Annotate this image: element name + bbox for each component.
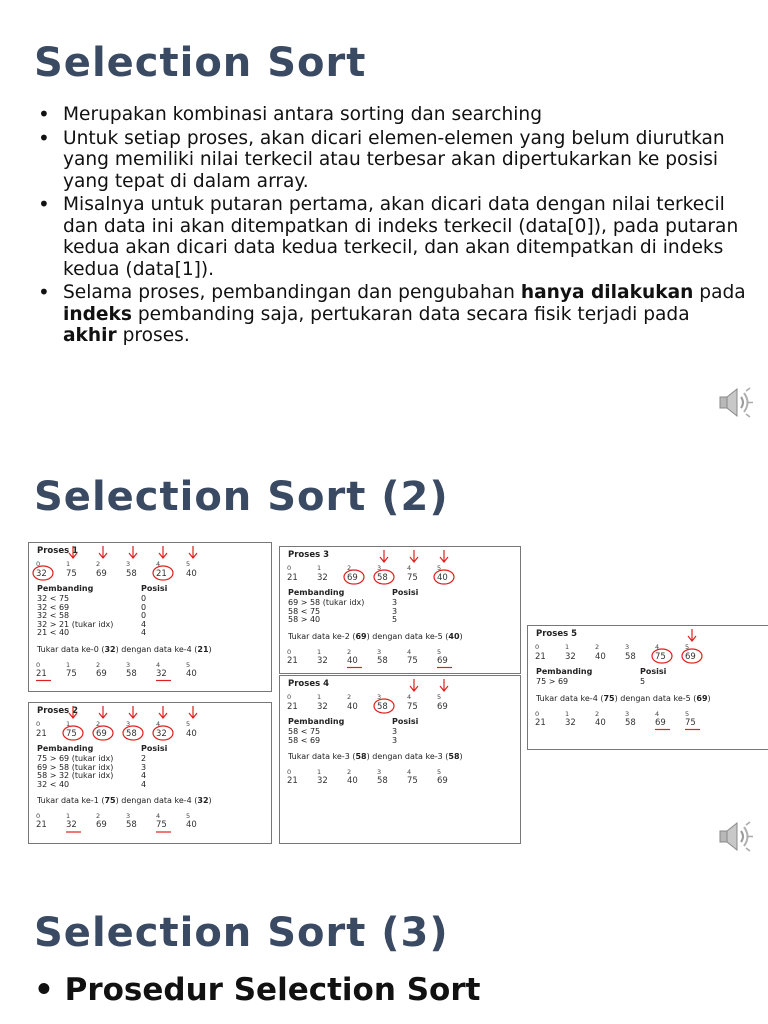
array-index: 0	[535, 709, 540, 718]
panel-title: Proses 3	[288, 550, 330, 560]
column-header: Posisi	[141, 744, 168, 753]
result-value: 32	[317, 776, 328, 786]
array-index: 0	[535, 643, 540, 651]
array-index: 1	[565, 643, 570, 651]
swap-value: 69	[355, 631, 367, 641]
array-value: 32	[565, 652, 576, 662]
array-index: 0	[287, 693, 292, 701]
result-value: 75	[407, 655, 418, 666]
swap-value: 32	[197, 796, 209, 805]
bullet-list	[36, 104, 748, 349]
array-index: 5	[186, 560, 191, 568]
result-value: 69	[437, 655, 448, 666]
array-index: 2	[96, 720, 101, 728]
array-value: 75	[407, 702, 418, 712]
arrow-mark	[410, 550, 418, 562]
result-value: 21	[535, 717, 546, 728]
comparison: 32 < 69	[37, 602, 70, 612]
swap-label: ) dengan data ke-4 (	[115, 796, 198, 805]
array-index: 0	[287, 564, 292, 572]
array-index: 4	[407, 647, 412, 656]
array-value: 58	[126, 569, 137, 579]
swap-value: 40	[448, 631, 460, 641]
result-value: 32	[66, 820, 77, 830]
result-value: 75	[156, 820, 167, 830]
result-value: 58	[126, 820, 137, 830]
array-index: 4	[407, 693, 412, 701]
result-value: 21	[287, 776, 298, 786]
bullet-text: proses.	[116, 325, 190, 346]
comparison: 58 > 40	[288, 615, 321, 624]
swap-value: 58	[355, 752, 367, 761]
speaker-icon[interactable]	[716, 817, 756, 857]
array-index: 3	[126, 560, 131, 568]
position: 3	[392, 598, 398, 607]
result-value: 40	[186, 820, 197, 830]
swap-label: ) dengan data ke-3 (	[366, 752, 449, 761]
panel-title: Proses 4	[288, 679, 330, 689]
swap-label: )	[208, 644, 212, 654]
column-header: Pembanding	[288, 717, 345, 726]
bullet-text: Selama proses, pembandingan dan pengubahan	[63, 282, 521, 303]
array-index: 3	[377, 693, 382, 701]
result-value: 40	[347, 655, 358, 666]
comparison: 69 > 58 (tukar idx)	[37, 762, 114, 772]
swap-label: ) dengan data ke-5 (	[366, 631, 449, 641]
array-index: 1	[317, 693, 322, 701]
array-index: 0	[36, 720, 41, 728]
array-index: 2	[347, 693, 352, 701]
result-value: 32	[317, 655, 328, 666]
array-value: 40	[186, 569, 197, 579]
swap-label: Tukar data ke-4 (	[536, 693, 604, 703]
array-index: 5	[437, 768, 442, 776]
result-value: 21	[36, 820, 47, 830]
comparison: 75 > 69	[536, 677, 569, 686]
array-value: 69	[347, 573, 358, 583]
swap-value: 75	[603, 693, 615, 703]
array-value: 75	[655, 652, 666, 662]
result-value: 32	[156, 668, 167, 679]
array-value: 69	[437, 702, 448, 712]
panel-title: Proses 1	[37, 546, 79, 556]
column-header: Posisi	[640, 667, 667, 676]
comparison: 32 < 58	[37, 611, 70, 620]
column-header: Pembanding	[37, 584, 94, 593]
array-index: 5	[685, 643, 690, 651]
panel-title: Proses 2	[37, 706, 79, 716]
position: 3	[392, 606, 398, 616]
array-index: 4	[655, 709, 660, 718]
arrow-mark	[189, 706, 197, 718]
column-header: Pembanding	[536, 667, 593, 676]
array-index: 3	[377, 564, 382, 572]
result-value: 21	[287, 655, 298, 666]
process-panel-3	[279, 546, 521, 674]
array-value: 75	[66, 569, 77, 579]
result-value: 75	[407, 776, 418, 786]
swap-label: Tukar data ke-3 (	[288, 752, 356, 761]
array-index: 5	[437, 693, 442, 701]
bullet-text: Untuk setiap proses, akan dicari elemen-elemen yang belum diurutkan yang memiliki nilai terkecil atau terbesar akan dipertukarkan ke posisi yang tepat di dalam array.	[63, 127, 725, 192]
array-value: 58	[377, 573, 388, 583]
speaker-icon[interactable]	[716, 383, 756, 423]
array-index: 3	[377, 647, 382, 656]
bullet-item	[36, 282, 748, 347]
result-value: 69	[96, 668, 107, 679]
array-index: 4	[156, 720, 161, 728]
arrow-mark	[159, 706, 167, 718]
result-value: 58	[377, 776, 388, 786]
position: 3	[141, 762, 147, 772]
swap-text	[37, 796, 212, 805]
array-index: 3	[625, 709, 630, 718]
array-index: 2	[96, 660, 101, 669]
bold-text: indeks	[63, 303, 132, 325]
swap-label: )	[459, 631, 463, 641]
array-index: 1	[66, 660, 71, 669]
array-value: 75	[66, 729, 77, 739]
arrow-mark	[99, 546, 107, 558]
bullet-item	[36, 194, 748, 280]
panel-title: Proses 5	[536, 629, 578, 639]
arrow-mark	[129, 546, 137, 558]
bullet-text: Prosedur Selection Sort	[64, 972, 481, 1008]
array-index: 4	[407, 564, 412, 572]
bullet-item	[36, 128, 748, 193]
array-index: 3	[377, 768, 382, 776]
array-index: 1	[565, 709, 570, 718]
array-index: 2	[347, 768, 352, 776]
array-index: 5	[437, 564, 442, 572]
result-value: 21	[36, 668, 47, 679]
array-index: 2	[595, 643, 600, 651]
swap-value: 69	[696, 693, 708, 703]
comparison: 58 < 69	[288, 735, 321, 745]
array-value: 32	[317, 702, 328, 712]
bullet-text: Merupakan kombinasi antara sorting dan searching	[63, 104, 543, 125]
result-value: 32	[565, 717, 576, 728]
array-index: 1	[317, 768, 322, 776]
comparison: 75 > 69 (tukar idx)	[37, 754, 114, 763]
slide-title: Selection Sort (3)	[34, 910, 449, 956]
comparison: 58 < 75	[288, 727, 321, 736]
array-value: 40	[595, 652, 606, 662]
swap-label: Tukar data ke-0 (	[37, 644, 105, 654]
swap-text	[288, 752, 463, 761]
comparison: 58 > 32 (tukar idx)	[37, 771, 114, 780]
array-index: 5	[186, 720, 191, 728]
array-value: 32	[317, 573, 328, 583]
array-index: 5	[437, 647, 442, 656]
position: 5	[640, 677, 646, 686]
array-index: 4	[655, 643, 660, 651]
array-index: 3	[625, 643, 630, 651]
process-panel-5	[527, 625, 768, 750]
comparison: 21 < 40	[37, 628, 70, 637]
array-index: 1	[317, 564, 322, 572]
position: 5	[392, 615, 398, 624]
array-index: 5	[186, 812, 191, 820]
swap-value: 75	[104, 796, 116, 805]
bullet-text: pada	[693, 282, 746, 303]
result-value: 75	[66, 668, 77, 679]
position: 0	[141, 594, 147, 603]
position: 4	[141, 779, 147, 789]
result-value: 58	[625, 717, 636, 728]
array-index: 3	[126, 812, 131, 820]
array-value: 40	[347, 702, 358, 712]
process-panel-1	[28, 542, 272, 692]
array-value: 58	[126, 729, 137, 739]
swap-label: )	[208, 796, 212, 805]
column-header: Pembanding	[288, 588, 345, 597]
array-value: 32	[156, 729, 167, 739]
comparison: 69 > 58 (tukar idx)	[288, 598, 365, 607]
arrow-mark	[159, 546, 167, 558]
array-index: 3	[126, 660, 131, 669]
bullet-item	[34, 972, 480, 1008]
array-index: 2	[96, 812, 101, 820]
array-index: 1	[66, 720, 71, 728]
position: 4	[141, 619, 147, 629]
result-value: 75	[685, 717, 696, 728]
arrow-mark	[129, 706, 137, 718]
slide-2	[0, 440, 768, 870]
comparison: 32 > 21 (tukar idx)	[37, 619, 114, 629]
column-header: Posisi	[392, 588, 419, 597]
array-value: 40	[437, 573, 448, 583]
array-value: 21	[535, 652, 546, 662]
array-index: 0	[36, 660, 41, 669]
swap-label: ) dengan data ke-5 (	[614, 693, 697, 703]
array-index: 4	[407, 768, 412, 776]
array-value: 58	[625, 652, 636, 662]
bullet-text: Misalnya untuk putaran pertama, akan dicari data dengan nilai terkecil dan data ini akan ditempatkan di indeks terkecil (data[0]), pada putaran kedua akan dicari data kedua terkecil, dan akan ditempatkan di indeks kedua (data[1]).	[63, 194, 739, 280]
array-index: 0	[36, 560, 41, 568]
swap-label: Tukar data ke-1 (	[37, 796, 105, 805]
array-value: 21	[287, 702, 298, 712]
comparison: 32 < 75	[37, 594, 70, 603]
arrow-mark	[688, 629, 696, 641]
position: 0	[141, 602, 147, 612]
swap-label: )	[459, 752, 463, 761]
array-index: 0	[36, 812, 41, 820]
position: 3	[392, 727, 398, 736]
position: 0	[141, 611, 147, 620]
arrow-mark	[440, 679, 448, 691]
slide-1	[0, 0, 768, 440]
position: 2	[141, 754, 147, 763]
array-index: 4	[156, 560, 161, 568]
result-value: 69	[655, 717, 666, 728]
position: 4	[141, 771, 147, 780]
column-header: Posisi	[141, 584, 168, 593]
swap-label: Tukar data ke-2 (	[288, 631, 356, 641]
result-value: 58	[377, 655, 388, 666]
array-value: 75	[407, 573, 418, 583]
swap-text	[37, 645, 212, 654]
position: 3	[392, 735, 398, 745]
bullet-item	[36, 104, 748, 126]
bullet-dot: •	[34, 972, 65, 1008]
array-index: 3	[126, 720, 131, 728]
arrow-mark	[410, 679, 418, 691]
array-index: 0	[287, 768, 292, 776]
result-value: 40	[186, 668, 197, 679]
array-value: 21	[36, 729, 47, 739]
comparison: 58 < 75	[288, 606, 321, 616]
array-index: 2	[96, 560, 101, 568]
arrow-mark	[189, 546, 197, 558]
comparison: 32 < 40	[37, 779, 70, 789]
array-value: 69	[685, 652, 696, 662]
arrow-mark	[99, 706, 107, 718]
array-value: 21	[287, 573, 298, 583]
swap-value: 21	[197, 644, 209, 654]
result-value: 58	[126, 668, 137, 679]
bold-text: akhir	[63, 325, 117, 346]
bullet-text: pembanding saja, pertukaran data secara fisik terjadi pada	[131, 303, 690, 325]
process-panel-4	[279, 675, 521, 844]
swap-value: 32	[104, 644, 116, 654]
swap-label: ) dengan data ke-4 (	[115, 644, 198, 654]
position: 4	[141, 628, 147, 637]
array-index: 2	[347, 647, 352, 656]
swap-text	[288, 632, 463, 641]
array-index: 2	[347, 564, 352, 572]
array-index: 2	[595, 709, 600, 718]
array-value: 58	[377, 702, 388, 712]
process-panel-2	[28, 702, 272, 844]
array-index: 4	[156, 812, 161, 820]
array-index: 1	[66, 812, 71, 820]
array-value: 21	[156, 569, 167, 579]
arrow-mark	[380, 550, 388, 562]
result-value: 69	[437, 776, 448, 786]
swap-label: )	[707, 693, 711, 703]
swap-text	[536, 694, 711, 703]
array-value: 40	[186, 729, 197, 739]
array-value: 32	[36, 569, 47, 579]
array-value: 69	[96, 729, 107, 739]
array-index: 5	[685, 709, 690, 718]
result-value: 40	[595, 717, 606, 728]
array-index: 1	[317, 647, 322, 656]
column-header: Pembanding	[37, 744, 94, 753]
array-index: 1	[66, 560, 71, 568]
result-value: 69	[96, 820, 107, 830]
slide-title: Selection Sort (2)	[34, 474, 449, 520]
slide-title: Selection Sort	[34, 40, 367, 86]
array-index: 5	[186, 660, 191, 669]
column-header: Posisi	[392, 717, 419, 726]
array-value: 69	[96, 569, 107, 579]
array-index: 0	[287, 647, 292, 656]
result-value: 40	[347, 776, 358, 786]
bold-text: hanya dilakukan	[520, 282, 694, 303]
arrow-mark	[440, 550, 448, 562]
swap-value: 58	[448, 752, 460, 761]
array-index: 4	[156, 660, 161, 669]
